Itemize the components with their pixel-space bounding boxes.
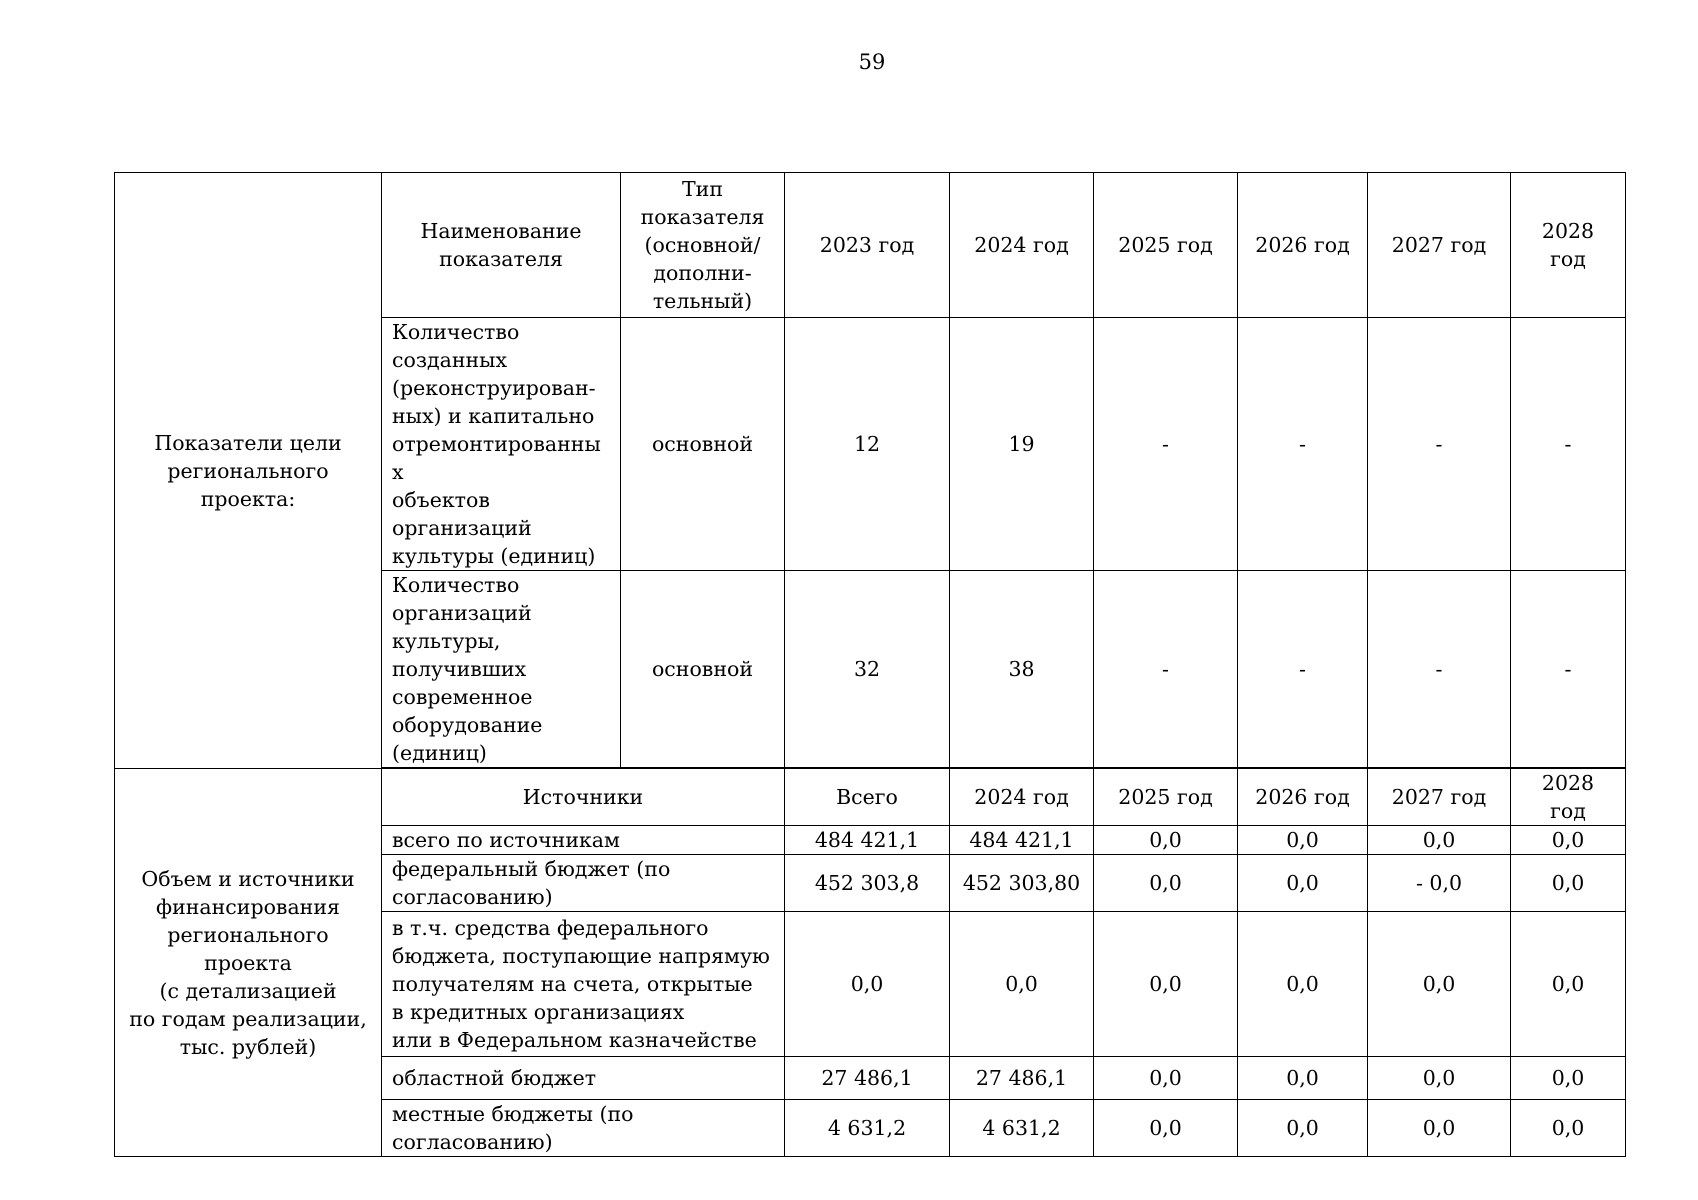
financing-section-label: Объем и источники финансирования регионального проекта (с детализацией по годам реализации, тыс. рублей) [115, 769, 382, 1157]
financing-header-row [115, 769, 1626, 826]
indicator-value: - [1511, 571, 1626, 768]
indicator-value: - [1238, 318, 1368, 571]
indicator-name: Количество организаций культуры, получивших современное оборудование (единиц) [382, 571, 621, 768]
year-header: 2023 год [785, 173, 950, 318]
funding-value: 0,0 [1238, 826, 1368, 855]
indicator-value: - [1238, 571, 1368, 768]
indicator-type-header: Тип показателя (основной/ дополни- тельный) [621, 173, 785, 318]
funding-value: 4 631,2 [950, 1100, 1094, 1157]
funding-value: 0,0 [1511, 1100, 1626, 1157]
funding-value: 452 303,80 [950, 855, 1094, 912]
indicator-value: 32 [785, 571, 950, 768]
funding-value: 0,0 [1511, 1057, 1626, 1100]
funding-source: местные бюджеты (по согласованию) [382, 1100, 785, 1157]
funding-source: всего по источникам [382, 826, 785, 855]
year-header: 2024 год [950, 769, 1094, 826]
funding-value: 27 486,1 [785, 1057, 950, 1100]
total-header: Всего [785, 769, 950, 826]
sources-header: Источники [382, 769, 785, 826]
indicators-section-label: Показатели цели регионального проекта: [115, 173, 382, 769]
funding-value: 0,0 [1094, 1057, 1238, 1100]
funding-value: - 0,0 [1368, 855, 1511, 912]
funding-value: 0,0 [1238, 912, 1368, 1057]
funding-value: 0,0 [1368, 912, 1511, 1057]
funding-value: 0,0 [1094, 1100, 1238, 1157]
year-header: 2026 год [1238, 769, 1368, 826]
funding-value: 0,0 [950, 912, 1094, 1057]
year-header: 2027 год [1368, 173, 1511, 318]
funding-value: 4 631,2 [785, 1100, 950, 1157]
page-number: 59 [858, 50, 886, 74]
indicators-header-row [115, 173, 1626, 318]
indicator-value: - [1368, 571, 1511, 768]
funding-value: 0,0 [1238, 1057, 1368, 1100]
funding-source: областной бюджет [382, 1057, 785, 1100]
year-header: 2028 год [1511, 173, 1626, 318]
indicator-name-header: Наименование показателя [382, 173, 621, 318]
indicator-value: 12 [785, 318, 950, 571]
year-header: 2027 год [1368, 769, 1511, 826]
indicator-value: 19 [950, 318, 1094, 571]
funding-value: 0,0 [1094, 826, 1238, 855]
indicator-value: - [1094, 318, 1238, 571]
funding-source: в т.ч. средства федерального бюджета, поступающие напрямую получателям на счета, открытые в кредитных организациях или в Федеральном казначействе [382, 912, 785, 1057]
funding-value: 0,0 [1238, 1100, 1368, 1157]
indicator-name: Количество созданных (реконструирован- ных) и капитально отремонтированных объектов организаций культуры (единиц) [382, 318, 621, 571]
indicator-value: 38 [950, 571, 1094, 768]
funding-value: 0,0 [1511, 855, 1626, 912]
year-header: 2025 год [1094, 769, 1238, 826]
funding-value: 0,0 [1511, 912, 1626, 1057]
funding-value: 0,0 [1094, 912, 1238, 1057]
funding-source: федеральный бюджет (по согласованию) [382, 855, 785, 912]
funding-value: 484 421,1 [785, 826, 950, 855]
indicator-type: основной [621, 571, 785, 768]
funding-value: 0,0 [1368, 826, 1511, 855]
indicator-value: - [1368, 318, 1511, 571]
indicator-value: - [1511, 318, 1626, 571]
funding-value: 0,0 [785, 912, 950, 1057]
year-header: 2024 год [950, 173, 1094, 318]
funding-value: 0,0 [1094, 855, 1238, 912]
funding-value: 0,0 [1238, 855, 1368, 912]
project-passport-table [114, 172, 1626, 1157]
funding-value: 0,0 [1368, 1100, 1511, 1157]
funding-value: 484 421,1 [950, 826, 1094, 855]
year-header: 2025 год [1094, 173, 1238, 318]
year-header: 2026 год [1238, 173, 1368, 318]
funding-value: 0,0 [1368, 1057, 1511, 1100]
indicator-type: основной [621, 318, 785, 571]
funding-value: 452 303,8 [785, 855, 950, 912]
year-header: 2028 год [1511, 769, 1626, 826]
funding-value: 0,0 [1511, 826, 1626, 855]
indicator-value: - [1094, 571, 1238, 768]
funding-value: 27 486,1 [950, 1057, 1094, 1100]
